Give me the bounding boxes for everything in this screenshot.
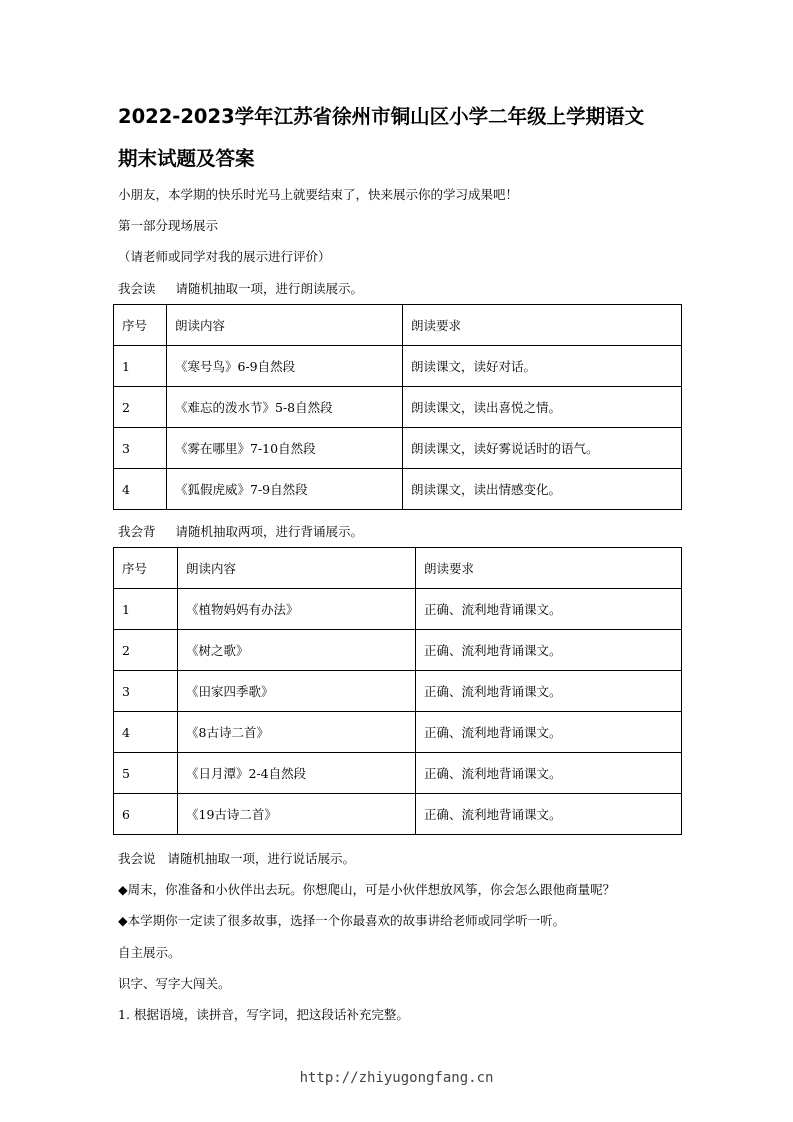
table-row [114, 469, 682, 510]
table-cell: 《植物妈妈有办法》 [178, 589, 416, 630]
table-cell: 正确、流利地背诵课文。 [416, 589, 682, 630]
recite-label: 我会背 [118, 524, 156, 539]
table-cell: 正确、流利地背诵课文。 [416, 671, 682, 712]
table-cell: 《寒号鸟》6-9自然段 [167, 346, 403, 387]
table-row [114, 630, 682, 671]
evaluation-note: （请老师或同学对我的展示进行评价） [118, 249, 331, 264]
read-label: 我会读 [118, 281, 156, 296]
table-cell: 2 [114, 387, 167, 428]
table-row [114, 671, 682, 712]
intro-text: 小朋友，本学期的快乐时光马上就要结束了，快来展示你的学习成果吧！ [118, 187, 519, 202]
table-cell: 《田家四季歌》 [178, 671, 416, 712]
question-1: 1. 根据语境，读拼音，写字词，把这段话补充完整。 [118, 1007, 409, 1022]
table-cell: 正确、流利地背诵课文。 [416, 794, 682, 835]
table-cell: 1 [114, 346, 167, 387]
document-title-line-2: 期末试题及答案 [118, 147, 255, 170]
table-cell: 《难忘的泼水节》5-8自然段 [167, 387, 403, 428]
header-cell: 序号 [114, 548, 178, 589]
recitation-table [113, 547, 682, 835]
table-cell: 3 [114, 428, 167, 469]
footer-url: http://zhiyugongfang.cn [299, 1070, 494, 1086]
document-title-line-1: 2022-2023学年江苏省徐州市铜山区小学二年级上学期语文 [118, 105, 645, 128]
speak-label: 我会说 [118, 851, 156, 866]
table-cell: 5 [114, 753, 178, 794]
header-cell: 朗读要求 [403, 305, 682, 346]
table-cell: 正确、流利地背诵课文。 [416, 753, 682, 794]
header-cell: 序号 [114, 305, 167, 346]
header-cell: 朗读内容 [167, 305, 403, 346]
table-cell: 2 [114, 630, 178, 671]
table-cell: 《狐假虎威》7-9自然段 [167, 469, 403, 510]
recite-text: 请随机抽取两项，进行背诵展示。 [175, 524, 364, 539]
speaking-prompt-2: ◆本学期你一定读了很多故事，选择一个你最喜欢的故事讲给老师或同学听一听。 [118, 913, 566, 928]
table-row [114, 794, 682, 835]
header-cell: 朗读要求 [416, 548, 682, 589]
table-row [114, 753, 682, 794]
read-instruction [118, 280, 363, 298]
literacy-heading: 识字、写字大闯关。 [118, 976, 231, 991]
table-cell: 1 [114, 589, 178, 630]
table-row [114, 428, 682, 469]
table-row [114, 346, 682, 387]
table-header-row [114, 305, 682, 346]
table-row [114, 712, 682, 753]
table-cell: 4 [114, 712, 178, 753]
table-cell: 3 [114, 671, 178, 712]
table-cell: 4 [114, 469, 167, 510]
table-cell: 6 [114, 794, 178, 835]
table-cell: 正确、流利地背诵课文。 [416, 712, 682, 753]
part-one-heading: 第一部分现场展示 [118, 218, 219, 233]
recite-instruction [118, 523, 363, 541]
speak-instruction [118, 850, 355, 868]
table-row [114, 387, 682, 428]
header-cell: 朗读内容 [178, 548, 416, 589]
table-cell: 朗读课文，读出情感变化。 [403, 469, 682, 510]
table-cell: 《19古诗二首》 [178, 794, 416, 835]
speak-text: 请随机抽取一项，进行说话展示。 [167, 851, 356, 866]
self-display-text: 自主展示。 [118, 945, 181, 960]
table-row [114, 589, 682, 630]
table-cell: 朗读课文，读好对话。 [403, 346, 682, 387]
table-cell: 朗读课文，读出喜悦之情。 [403, 387, 682, 428]
reading-table [113, 304, 682, 510]
table-cell: 《雾在哪里》7-10自然段 [167, 428, 403, 469]
read-text: 请随机抽取一项，进行朗读展示。 [175, 281, 364, 296]
table-cell: 《日月潭》2-4自然段 [178, 753, 416, 794]
table-cell: 《8古诗二首》 [178, 712, 416, 753]
table-cell: 《树之歌》 [178, 630, 416, 671]
table-cell: 正确、流利地背诵课文。 [416, 630, 682, 671]
table-header-row [114, 548, 682, 589]
table-cell: 朗读课文，读好雾说话时的语气。 [403, 428, 682, 469]
speaking-prompt-1: ◆周末，你准备和小伙伴出去玩。你想爬山，可是小伙伴想放风筝，你会怎么跟他商量呢？ [118, 882, 616, 897]
